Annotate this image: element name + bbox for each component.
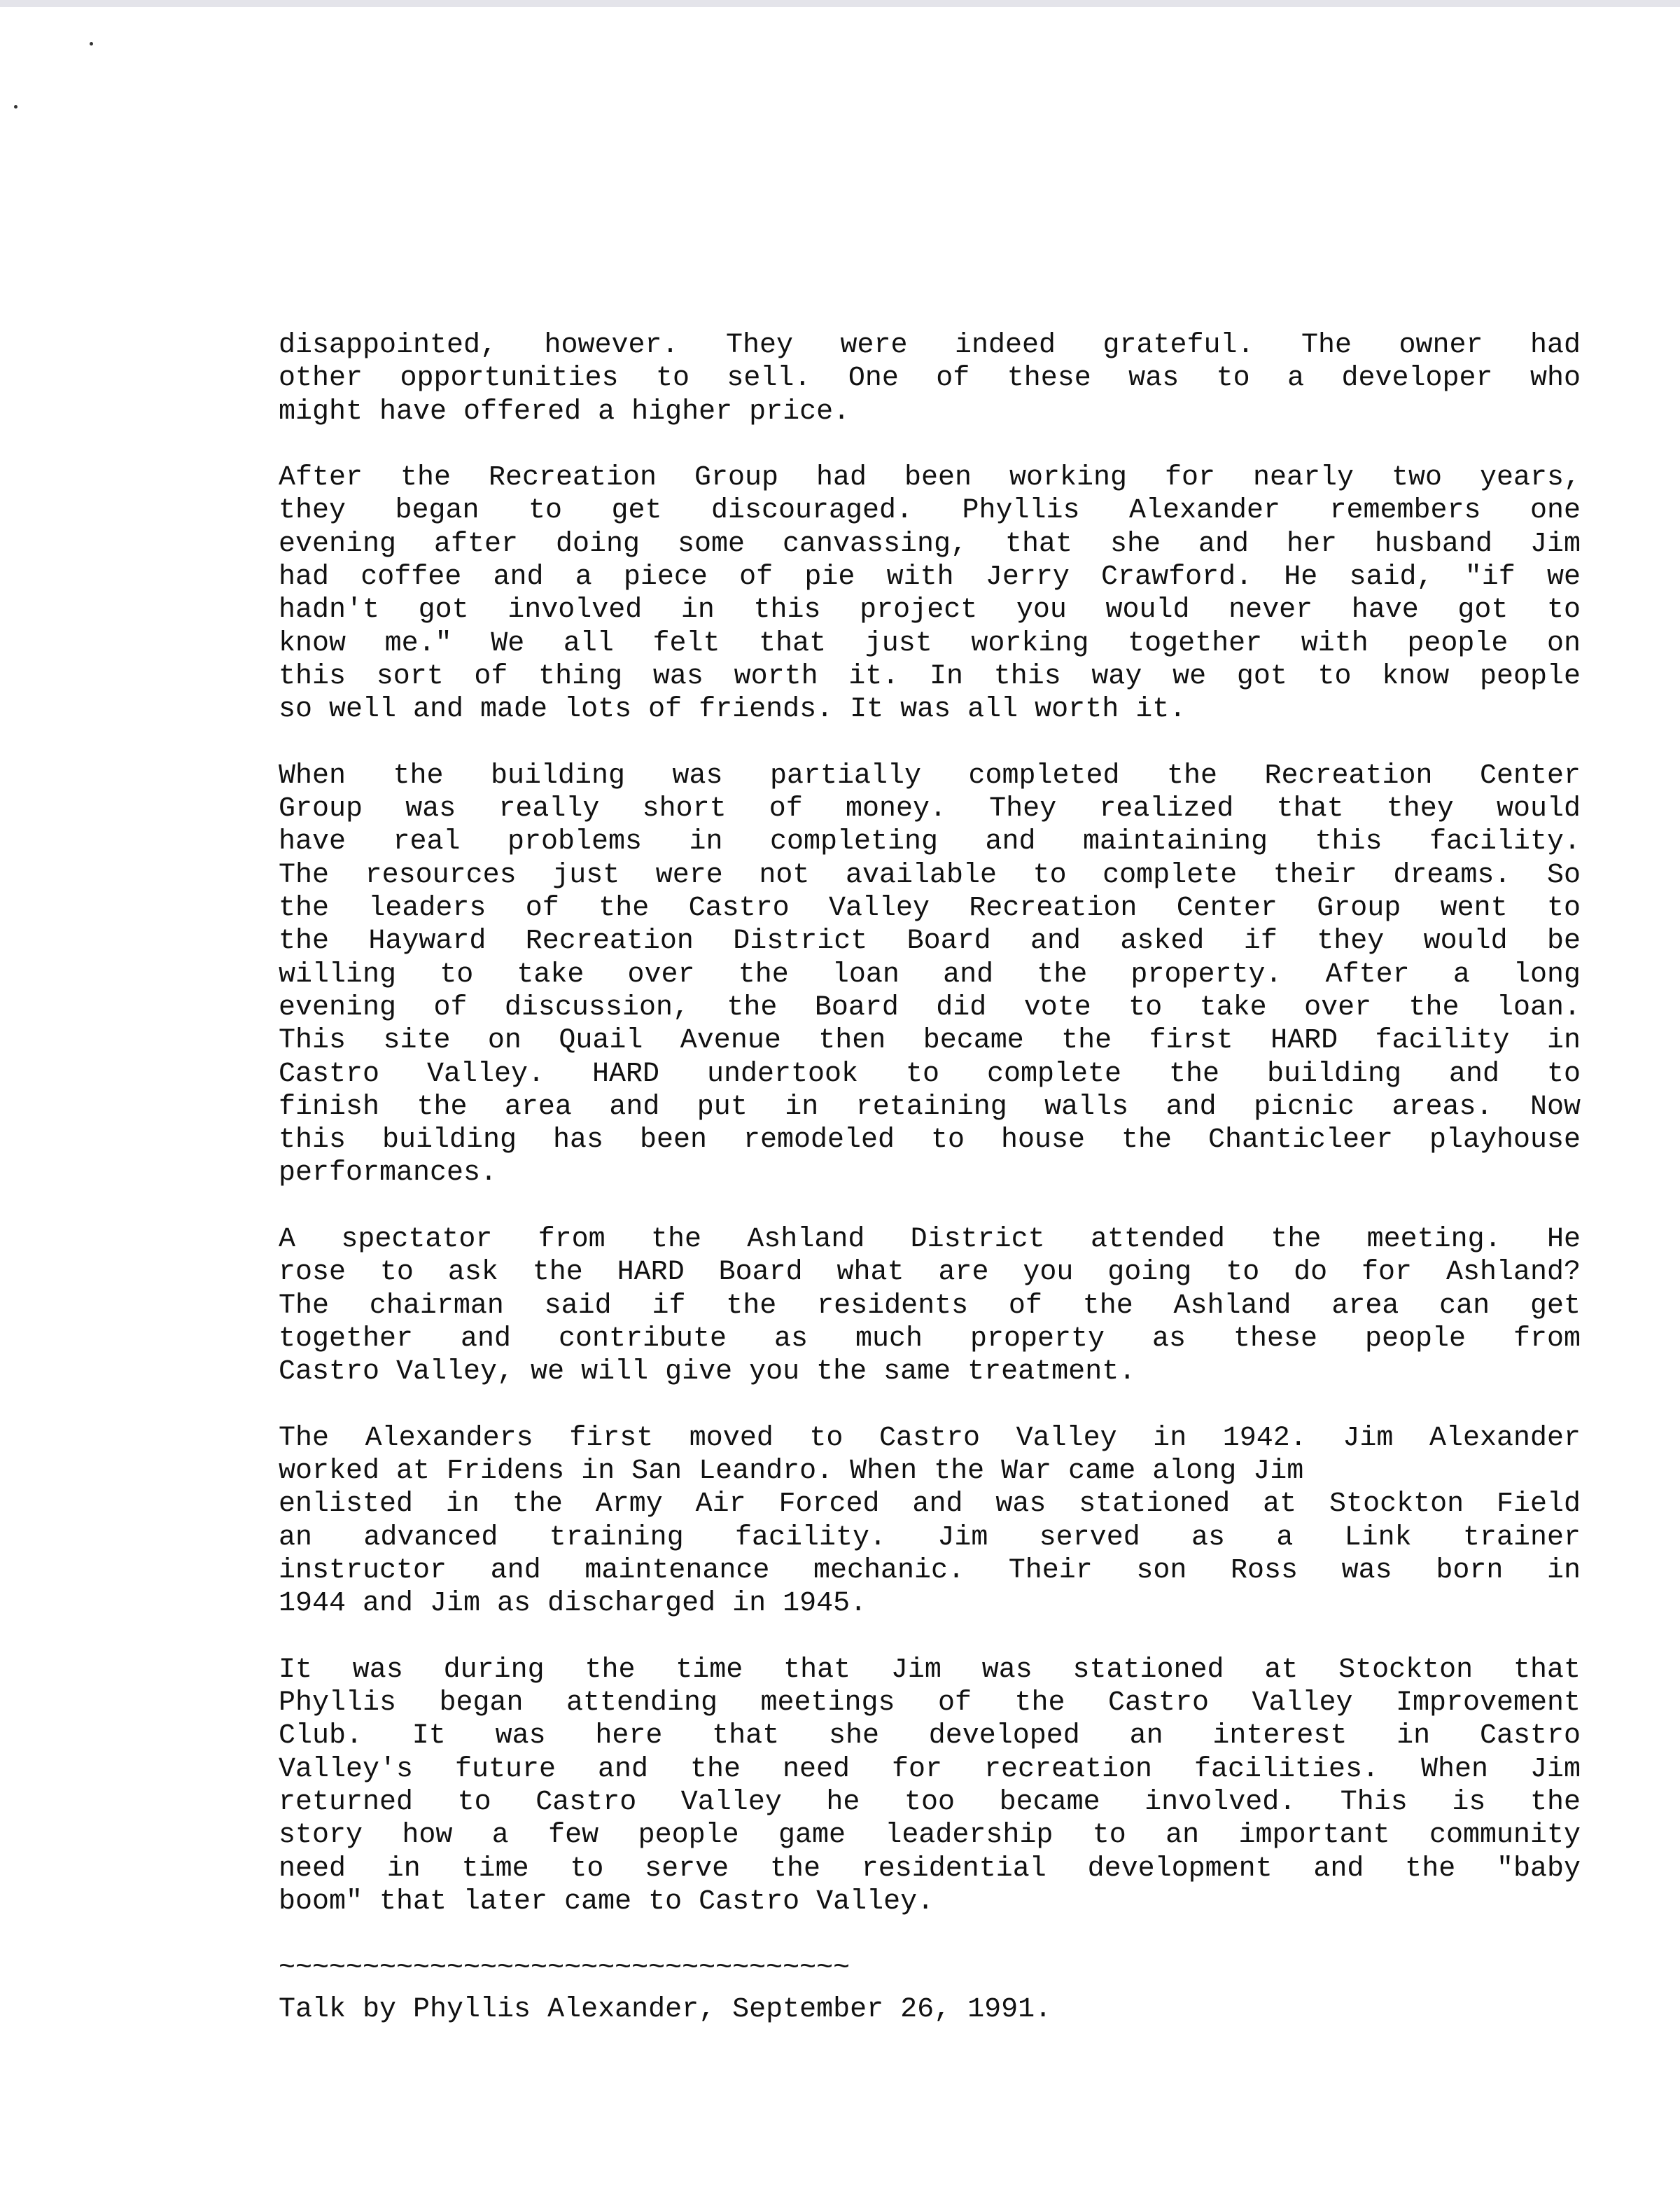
text-line: Valley's future and the need for recreation facilities. When Jim — [279, 1753, 1581, 1785]
text-line: might have offered a higher price. — [279, 396, 850, 428]
text-line: The resources just were not available to complete their dreams. So — [279, 859, 1581, 891]
text-line: When the building was partially completed the Recreation Center — [279, 760, 1581, 792]
text-line: so well and made lots of friends. It was all worth it. — [279, 694, 1186, 726]
text-line: Phyllis began attending meetings of the Castro Valley Improvement — [279, 1687, 1581, 1720]
text-line: 1944 and Jim as discharged in 1945. — [279, 1588, 867, 1620]
text-line: hadn't got involved in this project you would never have got to — [279, 594, 1581, 627]
paragraph-2 — [279, 461, 1581, 726]
paragraph-3 — [279, 760, 1581, 1190]
text-line: rose to ask the HARD Board what are you going to do for Ashland? — [279, 1257, 1581, 1289]
text-line: this sort of thing was worth it. In this way we got to know people — [279, 660, 1581, 692]
text-line: enlisted in the Army Air Forced and was stationed at Stockton Field — [279, 1488, 1581, 1521]
text-line: need in time to serve the residential development and the "baby — [279, 1853, 1581, 1885]
text-line: The Alexanders first moved to Castro Valley in 1942. Jim Alexander — [279, 1422, 1581, 1454]
text-line: the Hayward Recreation District Board and asked if they would be — [279, 926, 1581, 958]
text-line: Castro Valley, we will give you the same treatment. — [279, 1356, 1136, 1388]
paragraph-6 — [279, 1654, 1581, 1918]
text-line: together and contribute as much property as these people from — [279, 1323, 1581, 1355]
text-line: performances. — [279, 1157, 498, 1190]
text-line: have real problems in completing and maintaining this facility. — [279, 826, 1581, 858]
text-line: Castro Valley. HARD undertook to complete the building and to — [279, 1058, 1581, 1090]
text-line: evening of discussion, the Board did vote to take over the loan. — [279, 991, 1581, 1024]
text-line: It was during the time that Jim was stationed at Stockton that — [279, 1654, 1581, 1686]
paragraph-5 — [279, 1422, 1581, 1621]
text-line: this building has been remodeled to house the Chanticleer playhouse — [279, 1124, 1581, 1157]
text-line: evening after doing some canvassing, that she and her husband Jim — [279, 528, 1581, 560]
attribution-line: Talk by Phyllis Alexander, September 26, 1991. — [279, 1993, 1052, 2025]
document-body — [279, 329, 1581, 2026]
text-line: know me." We all felt that just working together with people on — [279, 627, 1581, 660]
text-line: After the Recreation Group had been working for nearly two years, — [279, 462, 1581, 494]
text-line: A spectator from the Ashland District attended the meeting. He — [279, 1224, 1581, 1256]
paragraph-1 — [279, 329, 1581, 428]
text-line: they began to get discouraged. Phyllis Alexander remembers one — [279, 495, 1581, 527]
scan-speck — [90, 42, 93, 46]
text-line: Group was really short of money. They realized that they would — [279, 793, 1581, 825]
scan-speck — [14, 105, 18, 109]
text-line: This site on Quail Avenue then became the first HARD facility in — [279, 1025, 1581, 1057]
text-line: finish the area and put in retaining walls and picnic areas. Now — [279, 1091, 1581, 1123]
text-line: the leaders of the Castro Valley Recreation Center Group went to — [279, 893, 1581, 925]
text-line: an advanced training facility. Jim served as a Link trainer — [279, 1521, 1581, 1554]
text-line: story how a few people game leadership to an important community — [279, 1820, 1581, 1852]
paragraph-4 — [279, 1223, 1581, 1388]
text-line: instructor and maintenance mechanic. Their son Ross was born in — [279, 1554, 1581, 1586]
text-line: Club. It was here that she developed an interest in Castro — [279, 1720, 1581, 1752]
scan-top-edge — [0, 0, 1680, 7]
text-line: returned to Castro Valley he too became involved. This is the — [279, 1787, 1581, 1819]
text-line: willing to take over the loan and the property. After a long — [279, 958, 1581, 991]
text-line: had coffee and a piece of pie with Jerry Crawford. He said, "if we — [279, 562, 1581, 594]
text-line: The chairman said if the residents of the Ashland area can get — [279, 1290, 1581, 1322]
text-line: disappointed, however. They were indeed grateful. The owner had — [279, 330, 1581, 361]
tilde-separator: ~~~~~~~~~~~~~~~~~~~~~~~~~~~~~~~~~~ — [279, 1952, 850, 1984]
text-line: other opportunities to sell. One of these was to a developer who — [279, 363, 1581, 395]
text-line: worked at Fridens in San Leandro. When the War came along Jim — [279, 1456, 1304, 1488]
text-line: boom" that later came to Castro Valley. — [279, 1885, 934, 1918]
